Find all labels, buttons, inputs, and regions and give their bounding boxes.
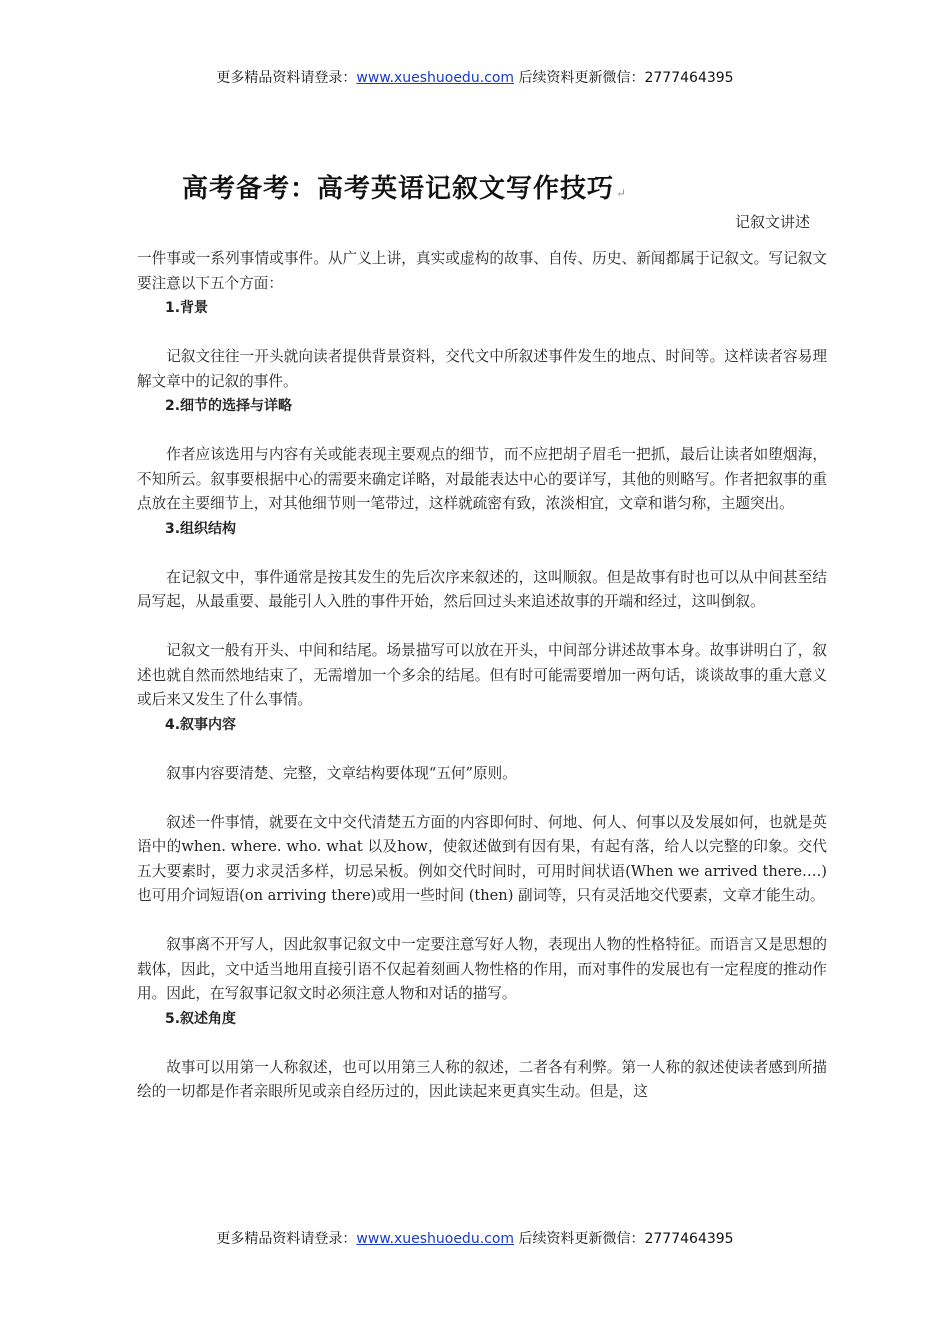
header-prefix: 更多精品资料请登录：: [216, 70, 357, 86]
section-heading-content: 4.叙事内容: [165, 716, 237, 733]
document-title-text: 高考备考：高考英语记叙文写作技巧: [182, 174, 615, 204]
body-paragraph: 在记叙文中，事件通常是按其发生的先后次序来叙述的，这叫顺叙。但是故事有时也可以从中间甚至结局写起，从最重要、最能引人入胜的事件开始，然后回过头来追述故事的开端和经过，这叫倒叙。: [137, 568, 827, 610]
section-heading-perspective: 5.叙述角度: [165, 1010, 237, 1027]
page-header: [0, 67, 950, 87]
section-heading-background: 1.背景: [165, 300, 209, 316]
paragraph-mark-icon: ↵: [616, 186, 628, 200]
document-body: [137, 247, 827, 1105]
page-footer: [0, 1228, 950, 1248]
section-heading-structure: 3.组织结构: [165, 520, 237, 537]
header-site-link[interactable]: www.xueshuoedu.com: [356, 70, 515, 86]
section-heading-details: 2.细节的选择与详略: [165, 398, 293, 414]
footer-suffix: 后续资料更新微信：2777464395: [514, 1231, 734, 1247]
document-title: [182, 168, 627, 205]
body-paragraph: 记叙文往往一开头就向读者提供背景资料，交代文中所叙述事件发生的地点、时间等。这样读者容易理解文章中的记叙的事件。: [137, 348, 827, 390]
body-paragraph: 记叙文一般有开头、中间和结尾。场景描写可以放在开头，中间部分讲述故事本身。故事讲明白了，叙述也就自然而然地结束了，无需增加一个多余的结尾。但有时可能需要增加一两句话，谈谈故事的重大意义或后来又发生了什么事情。: [137, 642, 827, 708]
body-paragraph: 叙事内容要清楚、完整，文章结构要体现“五何”原则。: [166, 764, 517, 782]
body-paragraph: 作者应该选用与内容有关或能表现主要观点的细节，而不应把胡子眉毛一把抓，最后让读者如堕烟海，不知所云。叙事要根据中心的需要来确定详略，对最能表达中心的要详写，其他的则略写。作者把叙事的重点放在主要细节上，对其他细节则一笔带过，这样就疏密有致，浓淡相宜，文章和谐匀称，主题突出。: [137, 446, 827, 512]
document-subtitle: 记叙文讲述: [734, 213, 810, 231]
footer-site-link[interactable]: www.xueshuoedu.com: [356, 1231, 515, 1247]
body-paragraph: 叙述一件事情，就要在文中交代清楚五方面的内容即何时、何地、何人、何事以及发展如何，也就是英语中的when. where. who. what 以及how，使叙述做到有因有果，有起有落，给人以完整的印象。交代五大要素时，要力求灵活多样，切忌呆板。例如交代时间时，可用时间状语(When we arrived there….) 也可用介词短语(on arriving there)或用一些时间 (then) 副词等，只有灵活地交代要素，文章才能生动。: [137, 813, 827, 904]
body-paragraph: 叙事离不开写人，因此叙事记叙文中一定要注意写好人物，表现出人物的性格特征。而语言又是思想的载体，因此，文中适当地用直接引语不仅起着刻画人物性格的作用，而对事件的发展也有一定程度的推动作用。因此，在写叙事记叙文时必须注意人物和对话的描写。: [137, 936, 827, 1002]
intro-paragraph: 一件事或一系列事情或事件。从广义上讲，真实或虚构的故事、自传、历史、新闻都属于记叙文。写记叙文要注意以下五个方面：: [137, 250, 827, 292]
body-paragraph: 故事可以用第一人称叙述，也可以用第三人称的叙述，二者各有利弊。第一人称的叙述使读者感到所描绘的一切都是作者亲眼所见或亲自经历过的，因此读起来更真实生动。但是，这: [137, 1058, 827, 1100]
header-suffix: 后续资料更新微信：2777464395: [514, 70, 734, 86]
footer-prefix: 更多精品资料请登录：: [216, 1231, 357, 1247]
